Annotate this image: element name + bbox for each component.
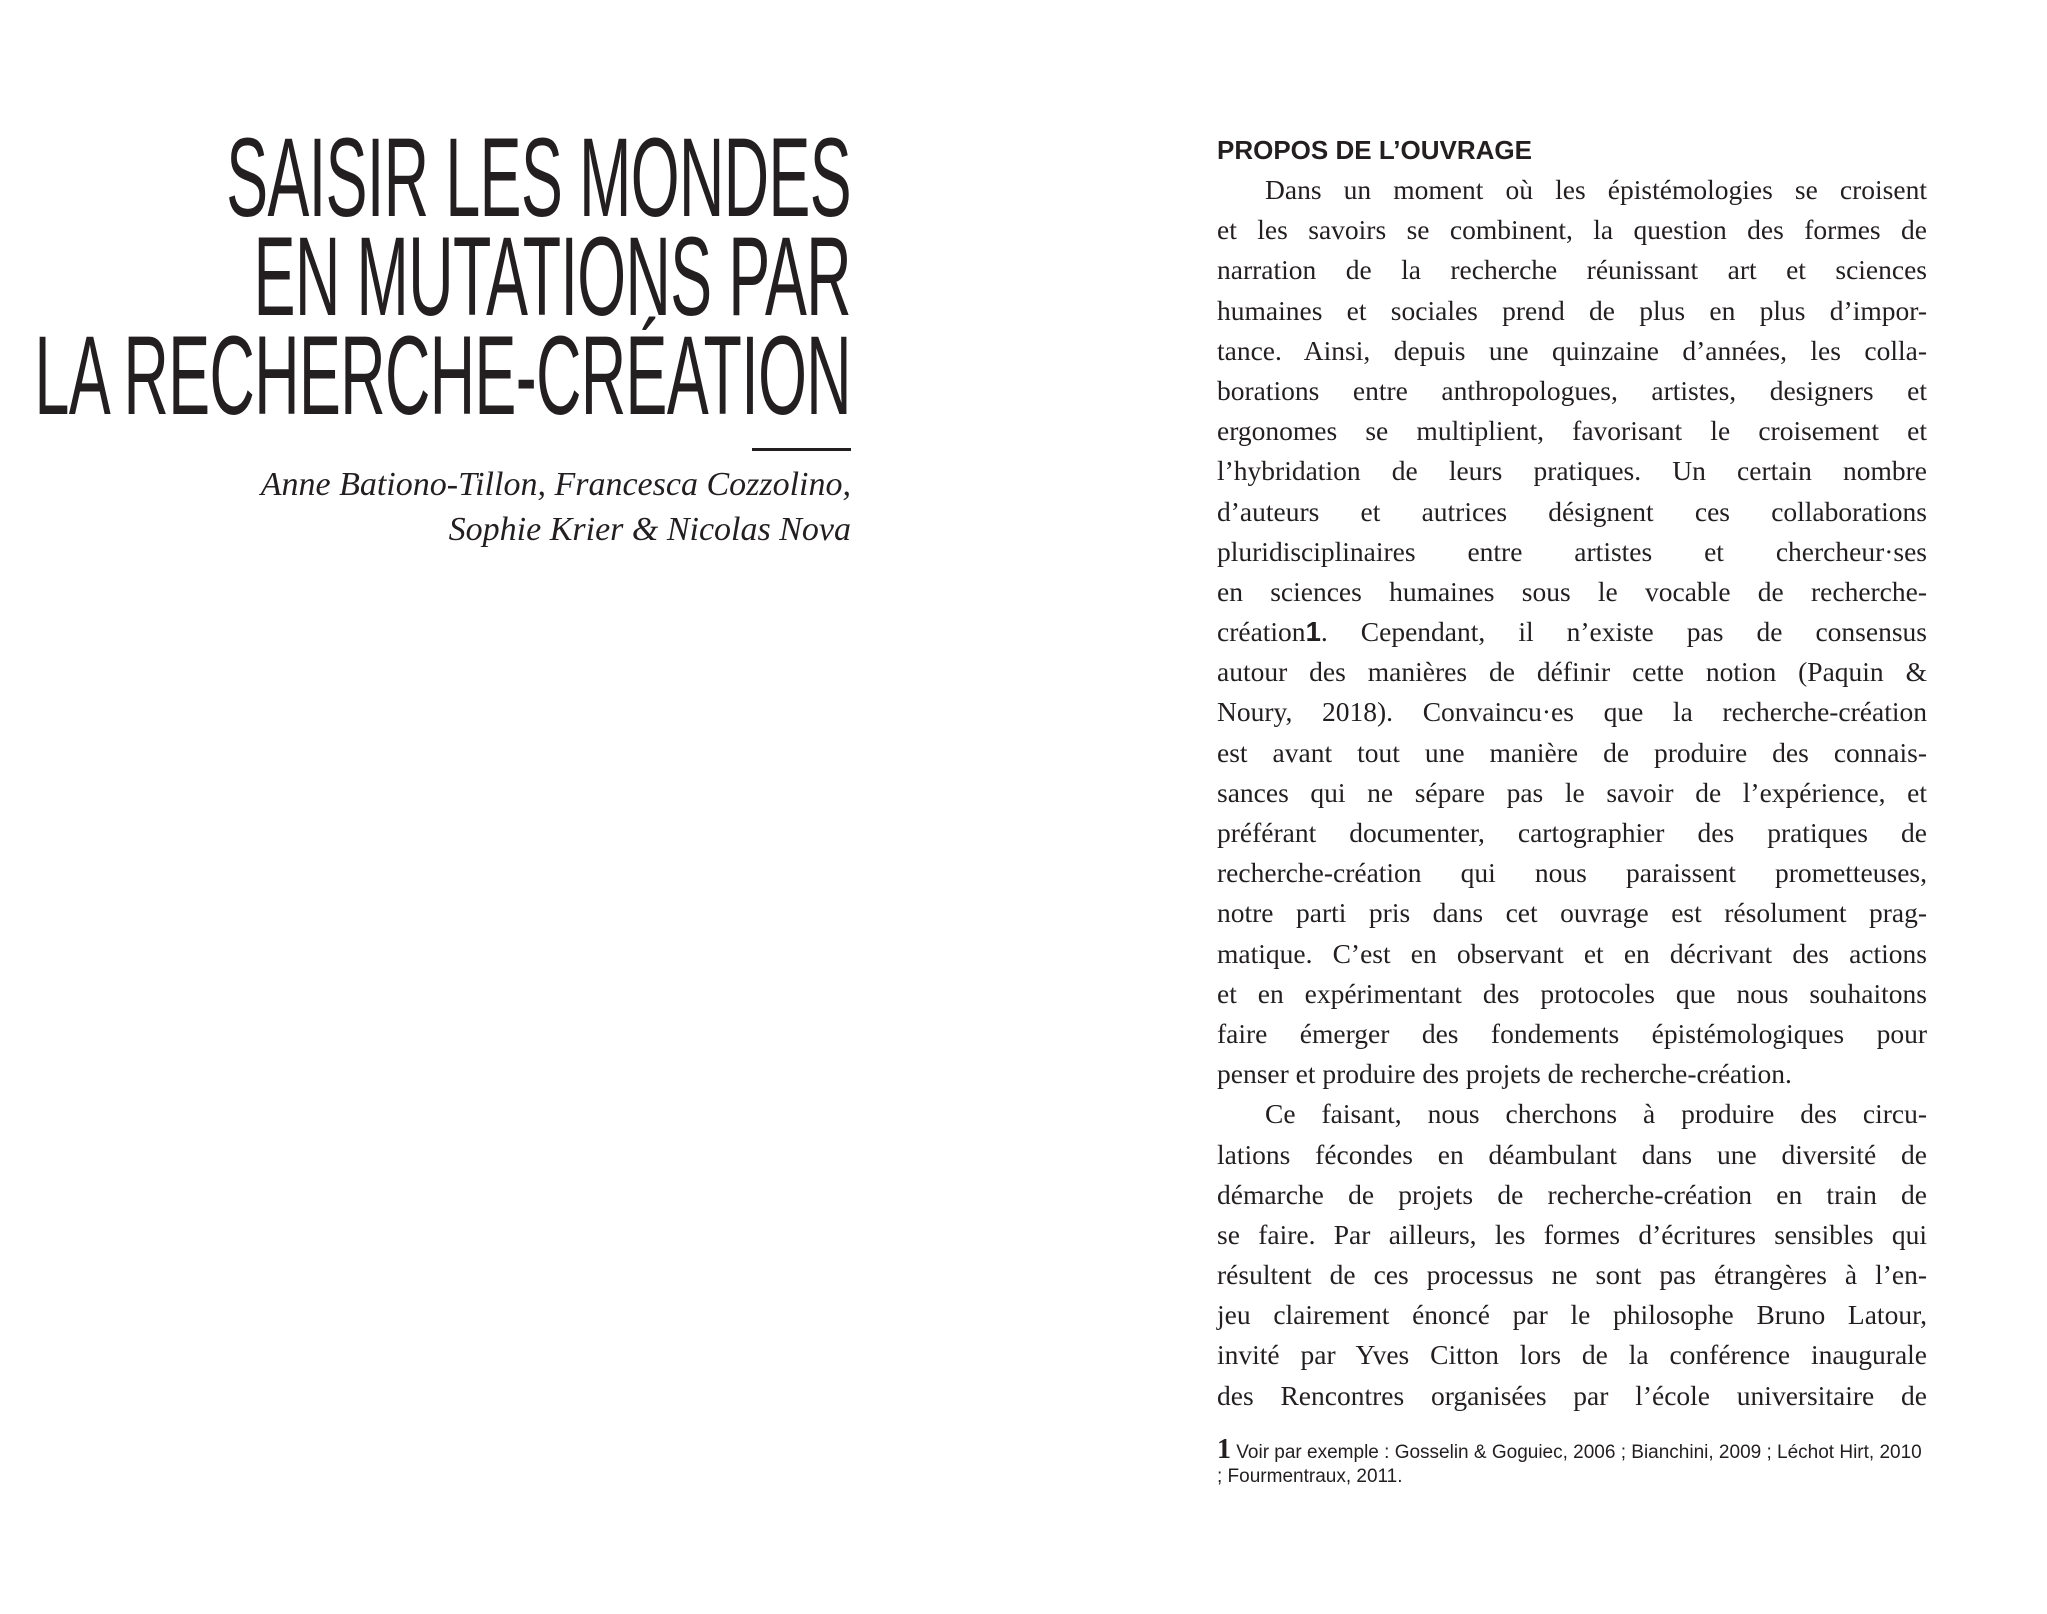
body-line: est avant tout une manière de produire des connais- bbox=[1217, 736, 1927, 768]
body-line: Noury, 2018). Convaincu·es que la recherche-création bbox=[1217, 696, 1927, 728]
body-column bbox=[1217, 132, 1927, 1416]
body-line: se faire. Par ailleurs, les formes d’écritures sensibles qui bbox=[1217, 1218, 1927, 1250]
author-line: Anne Bationo-Tillon, Francesca Cozzolino, bbox=[260, 466, 851, 503]
body-line: penser et produire des projets de recherche-création. bbox=[1217, 1058, 1792, 1090]
body-line: jeu clairement énoncé par le philosophe Bruno Latour, bbox=[1217, 1299, 1927, 1331]
paragraph-2 bbox=[1217, 1094, 1927, 1416]
body-line: faire émerger des fondements épistémologiques pour bbox=[1217, 1017, 1927, 1049]
body-line: sances qui ne sépare pas le savoir de l’expérience, et bbox=[1217, 776, 1927, 808]
title-line: SAISIR LES MONDES bbox=[226, 115, 851, 240]
body-line: tance. Ainsi, depuis une quinzaine d’années, les colla- bbox=[1217, 334, 1927, 366]
body-line: et en expérimentant des protocoles que nous souhaitons bbox=[1217, 977, 1927, 1009]
body-line: recherche-création qui nous paraissent prometteuses, bbox=[1217, 857, 1927, 889]
body-line: Dans un moment où les épistémologies se croisent bbox=[1265, 174, 1927, 205]
body-line: ergonomes se multiplient, favorisant le croisement et bbox=[1217, 415, 1927, 447]
author-line: Sophie Krier & Nicolas Nova bbox=[448, 511, 851, 548]
section-heading: PROPOS DE L’OUVRAGE bbox=[1217, 135, 1532, 165]
body-line: et les savoirs se combinent, la question des formes de bbox=[1217, 214, 1927, 246]
body-line: invité par Yves Citton lors de la conférence inaugurale bbox=[1217, 1339, 1927, 1371]
body-line bbox=[1217, 612, 1927, 652]
body-line: Ce faisant, nous cherchons à produire des circu- bbox=[1265, 1098, 1927, 1130]
body-line: démarche de projets de recherche-création en train de bbox=[1217, 1178, 1927, 1210]
body-line: d’auteurs et autrices désignent ces collaborations bbox=[1217, 495, 1927, 527]
body-line: l’hybridation de leurs pratiques. Un certain nombre bbox=[1217, 455, 1927, 487]
text: création bbox=[1217, 616, 1306, 648]
body-line: résultent de ces processus ne sont pas étrangères à l’en- bbox=[1217, 1259, 1927, 1291]
paragraph-1 bbox=[1217, 170, 1927, 612]
title-line: LA RECHERCHE-CRÉATION bbox=[34, 313, 851, 438]
footnote-marker[interactable]: 1 bbox=[1305, 616, 1321, 648]
body-line: humaines et sociales prend de plus en plus d’impor- bbox=[1217, 294, 1927, 326]
book-title bbox=[0, 115, 851, 438]
body-line: des Rencontres organisées par l’école universitaire de bbox=[1217, 1379, 1927, 1411]
paragraph-1-continued bbox=[1217, 652, 1927, 1094]
footnote bbox=[1217, 1434, 1927, 1489]
body-line: matique. C’est en observant et en décrivant des actions bbox=[1217, 937, 1927, 969]
footnote-number: 1 bbox=[1217, 1434, 1231, 1465]
body-line: autour des manières de définir cette notion (Paquin & bbox=[1217, 656, 1927, 688]
authors bbox=[261, 462, 851, 552]
body-line: préférant documenter, cartographier des pratiques de bbox=[1217, 817, 1927, 848]
body-line: borations entre anthropologues, artistes, designers et bbox=[1217, 374, 1927, 406]
body-line: en sciences humaines sous le vocable de recherche- bbox=[1217, 575, 1927, 607]
body-line: narration de la recherche réunissant art et sciences bbox=[1217, 254, 1927, 286]
body-line: notre parti pris dans cet ouvrage est résolument prag- bbox=[1217, 897, 1927, 929]
title-divider bbox=[752, 448, 851, 451]
body-line: lations fécondes en déambulant dans une diversité de bbox=[1217, 1138, 1927, 1170]
footnote-text: Voir par exemple : Gosselin & Goguiec, 2006 ; Bianchini, 2009 ; Léchot Hirt, 2010 ; Fourmentraux, 2011. bbox=[1217, 1442, 1922, 1487]
title-line: EN MUTATIONS PAR bbox=[253, 214, 851, 339]
body-line: pluridisciplinaires entre artistes et chercheur·ses bbox=[1217, 535, 1927, 567]
text: . Cependant, il n’existe pas de consensus bbox=[1320, 616, 1927, 648]
